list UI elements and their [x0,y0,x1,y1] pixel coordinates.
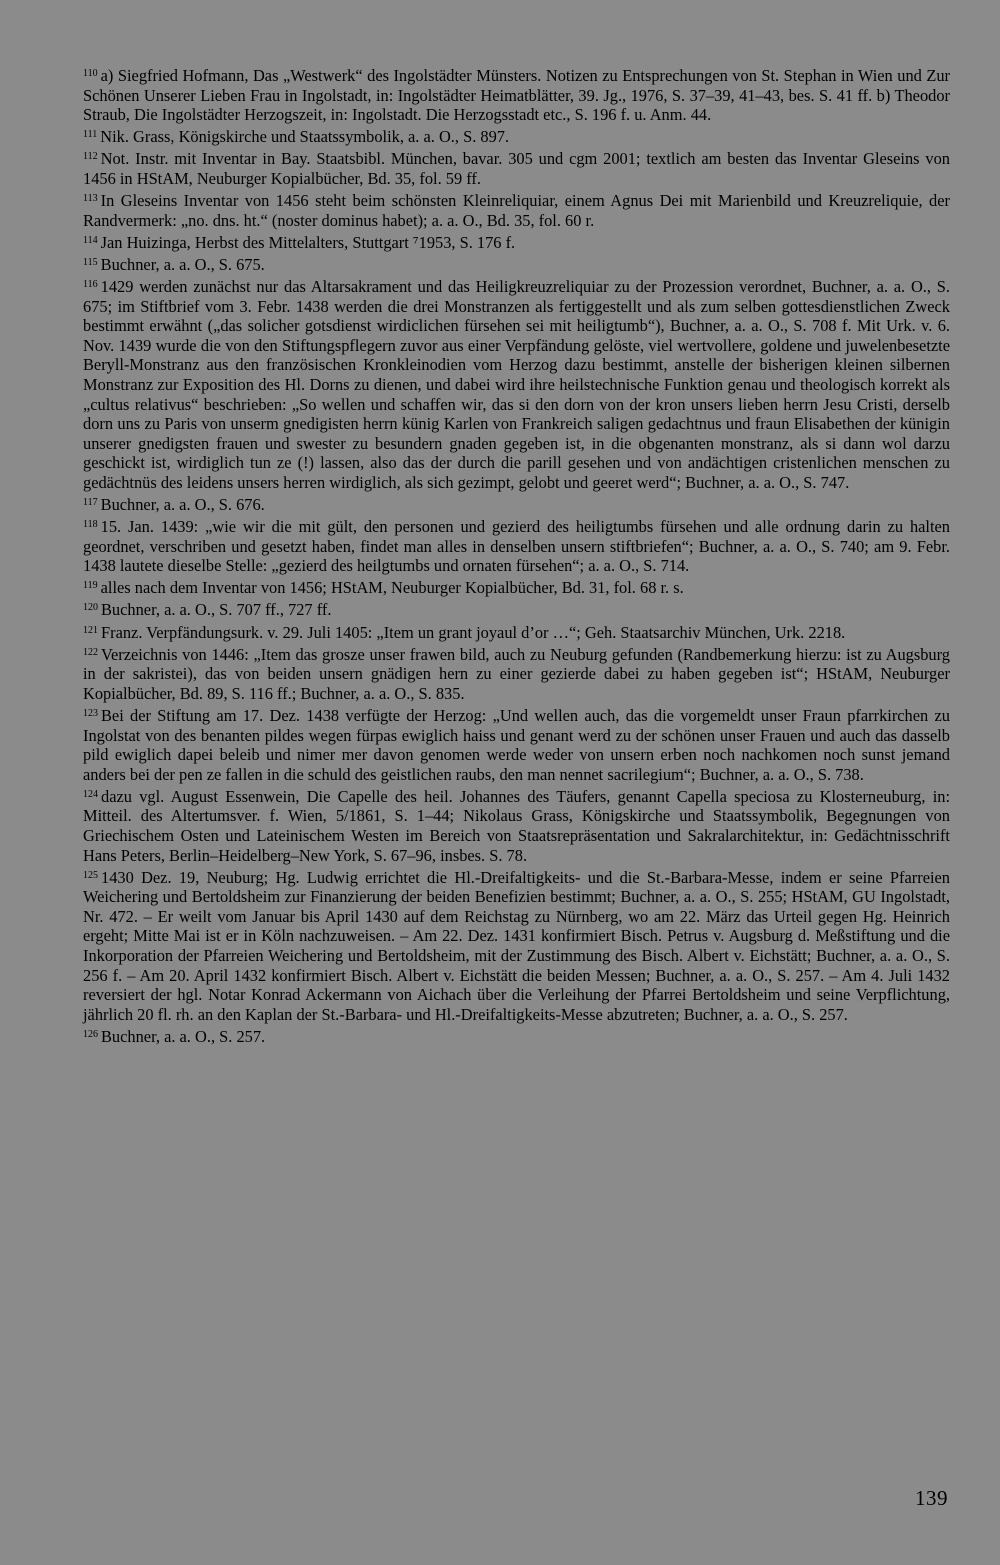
footnote-number: 121 [83,624,98,636]
footnote-114 [83,231,950,253]
footnote-120 [83,598,950,620]
footnote-123 [83,704,950,784]
footnote-text: Not. Instr. mit Inventar in Bay. Staatsbibl. München, bavar. 305 und cgm 2001; textlich am besten das Inventar Gleseins von 1456 in HStAM, Neuburger Kopialbücher, Bd. 35, fol. 59 ff. [83,149,950,188]
footnote-number: 114 [83,234,98,246]
footnote-117 [83,493,950,515]
footnote-text: dazu vgl. August Essenwein, Die Capelle des heil. Johannes des Täufers, genannt Capella speciosa zu Klosterneuburg, in: Mitteil. des Altertumsver. f. Wien, 5/1861, S. 1–44; Nikolaus Grass, Königskirche und Staatssymbolik, Begegnungen von Griechischem Osten und Lateinischem Westen im Bereich von Staatsrepräsentation und Sakralarchitektur, in: Gedächtnisschrift Hans Peters, Berlin–Heidelberg–New York, S. 67–96, insbes. S. 78. [83,786,950,865]
footnote-text: 15. Jan. 1439: „wie wir die mit gült, den personen und gezierd des heiligtumbs fürsehen und alle ordnung darin zu halten geordnet, verschriben und gesetzt haben, findet man alles in denselben unsern stiftbriefen“; Buchner, a. a. O., S. 740; am 9. Febr. 1438 lautete dieselbe Stelle: „gezierd des heilgtumbs und ornaten fürsehen“; a. a. O., S. 714. [83,517,950,576]
footnote-122 [83,643,950,704]
footnote-number: 113 [83,193,98,205]
footnote-number: 126 [83,1028,98,1040]
footnote-text: 1430 Dez. 19, Neuburg; Hg. Ludwig errichtet die Hl.-Dreifaltigkeits- und die St.-Barbara-Messe, indem er seine Pfarreien Weichering und Bertoldsheim zur Finanzierung der beiden Benefizien bestimmt; Buchner, a. a. O., S. 255; HStAM, GU Ingolstadt, Nr. 472. – Er weilt vom Januar bis April 1430 auf dem Reichstag zu Nürnberg, wo am 22. März das Urteil gegen Hg. Heinrich ergeht; Mitte Mai ist er in Köln nachzuweisen. – Am 22. Dez. 1431 konfirmiert Bisch. Petrus v. Augsburg d. Meßstiftung und die Inkorporation der Pfarreien Weichering und Bertoldsheim, mit der Zustimmung des Bisch. Albert v. Eichstätt; Buchner, a. a. O., S. 256 f. – Am 20. April 1432 konfirmiert Bisch. Albert v. Eichstätt die beiden Messen; Buchner, a. a. O., S. 257. – Am 4. Juli 1432 reversiert der hgl. Notar Konrad Ackermann von Aichach über die Verleihung der Pfarrei Bertoldsheim und seine Verpflichtung, jährlich 20 fl. rh. an den Kaplan der St.-Barbara- und Hl.-Dreifaltigkeits-Messe abzutreten; Buchner, a. a. O., S. 257. [83,867,950,1024]
footnote-111 [83,125,950,147]
footnote-number: 124 [83,788,98,800]
footnote-text: a) Siegfried Hofmann, Das „Westwerk“ des Ingolstädter Münsters. Notizen zu Entsprechungen von St. Stephan in Wien und Zur Schönen Unserer Lieben Frau in Ingolstadt, in: Ingolstädter Heimatblätter, 39. Jg., 1976, S. 37–39, 41–43, bes. S. 41 ff. b) Theodor Straub, Die Ingolstädter Herzogszeit, in: Ingolstadt. Die Herzogsstadt etc., S. 196 f. u. Anm. 44. [83,66,950,125]
footnote-text: Jan Huizinga, Herbst des Mittelalters, Stuttgart ⁷1953, S. 176 f. [100,232,516,252]
footnote-number: 119 [83,580,98,592]
footnote-text: Buchner, a. a. O., S. 675. [100,254,265,274]
footnote-text: Buchner, a. a. O., S. 707 ff., 727 ff. [101,600,332,620]
footnote-text: Buchner, a. a. O., S. 257. [101,1026,266,1046]
footnote-119 [83,576,950,598]
footnote-number: 120 [83,602,98,614]
footnote-112 [83,147,950,188]
footnote-116 [83,275,950,493]
footnote-118 [83,515,950,576]
page-number: 139 [915,1486,948,1510]
footnote-number: 117 [83,496,98,508]
footnote-number: 122 [83,646,98,658]
footnote-110 [83,64,950,125]
footnote-text: Bei der Stiftung am 17. Dez. 1438 verfügte der Herzog: „Und wellen auch, das die vorgemeldt unser Fraun pfarrkirchen zu Ingolstat von des benanten pildes wegen fürpas ewiglich haiss und genant werd zu der schönen unser Frauen und auch das dasselb pild ewiglich dapei beleib und nimer mer davon genomen werde weder von unsern erben noch nachkomen noch sunst jemand anders bei der pen ze fallen in die schuld des geistlichen raubs, den man nennet sacrilegium“; Buchner, a. a. O., S. 738. [83,705,950,784]
footnote-number: 123 [83,707,98,719]
footnote-121 [83,621,950,643]
footnote-number: 115 [83,256,98,268]
footnote-text: Verzeichnis von 1446: „Item das grosze unser frawen bild, auch zu Neuburg gefunden (Randbemerkung hierzu: ist zu Augsburg in der sakristei), das von beiden unsern gnädigen hern zu einer gezierde dabei zu haben gegeben ist“; HStAM, Neuburger Kopialbücher, Bd. 89, S. 116 ff.; Buchner, a. a. O., S. 835. [83,644,950,703]
footnote-number: 125 [83,869,98,881]
footnote-text: Nik. Grass, Königskirche und Staatssymbolik, a. a. O., S. 897. [100,127,510,147]
footnote-text: 1429 werden zunächst nur das Altarsakrament und das Heiligkreuzreliquiar zu der Prozession verordnet, Buchner, a. a. O., S. 675; im Stiftbrief vom 3. Febr. 1438 werden die drei Monstranzen als fertiggestellt und als zum selben gottesdienstlichen Zweck bestimmt erwähnt („das solicher gotsdienst wirdiclichen fürsehen sei mit heiligtumb“), Buchner, a. a. O., S. 708 f. Mit Urk. v. 6. Nov. 1439 wurde die von den Stiftungspflegern zuvor aus einer Verpfändung gelöste, viel wertvollere, goldene und juwelenbesetzte Beryll-Monstranz aus den französischen Kronkleinodien vom Herzog dazu bestimmt, anstelle der bisherigen kleinen silbernen Monstranz zur Exposition des Hl. Dorns zu dienen, und dabei wird ihre heilstechnische Funktion genau und theologisch korrekt als „cultus relativus“ beschrieben: „So wellen und schaffen wir, das si den dorn von der kron unsers lieben herrn Jesu Cristi, derselb dorn uns zu Paris von unserm gnedigisten herrn künig Karlen von Frankreich saligen gedachtnus und fraun Elisabethen der künigin unserer gnedigsten frauen und swester zu besundern gnaden gegeben ist, in die obgenanten monstranz, als si dann wol darzu geschickt ist, wirdiglich tun ze (!) lassen, also das der durch die parill gesehen und von andächtigen cristenlichen menschen zu gedächtnüs des leidens unsers herren wirdiglich, als sich gezimpt, gelobt und geeret werd“; Buchner, a. a. O., S. 747. [83,276,950,492]
footnote-113 [83,189,950,230]
footnote-text: In Gleseins Inventar von 1456 steht beim schönsten Kleinreliquiar, einem Agnus Dei mit Marienbild und Kreuzreliquie, der Randvermerk: „no. dns. ht.“ (noster dominus habet); a. a. O., Bd. 35, fol. 60 r. [83,191,950,230]
footnote-text: Franz. Verpfändungsurk. v. 29. Juli 1405: „Item un grant joyaul d’or …“; Geh. Staatsarchiv München, Urk. 2218. [101,622,846,642]
footnote-number: 118 [83,519,98,531]
footnote-number: 111 [83,129,98,141]
footnote-125 [83,866,950,1025]
footnote-124 [83,785,950,865]
footnote-number: 116 [83,278,98,290]
footnotes-block [83,64,950,1047]
footnote-text: alles nach dem Inventar von 1456; HStAM, Neuburger Kopialbücher, Bd. 31, fol. 68 r. s. [100,578,684,598]
footnote-number: 112 [83,151,98,163]
footnote-text: Buchner, a. a. O., S. 676. [100,494,265,514]
footnote-number: 110 [83,68,98,79]
footnote-115 [83,253,950,275]
footnote-126 [83,1025,950,1047]
